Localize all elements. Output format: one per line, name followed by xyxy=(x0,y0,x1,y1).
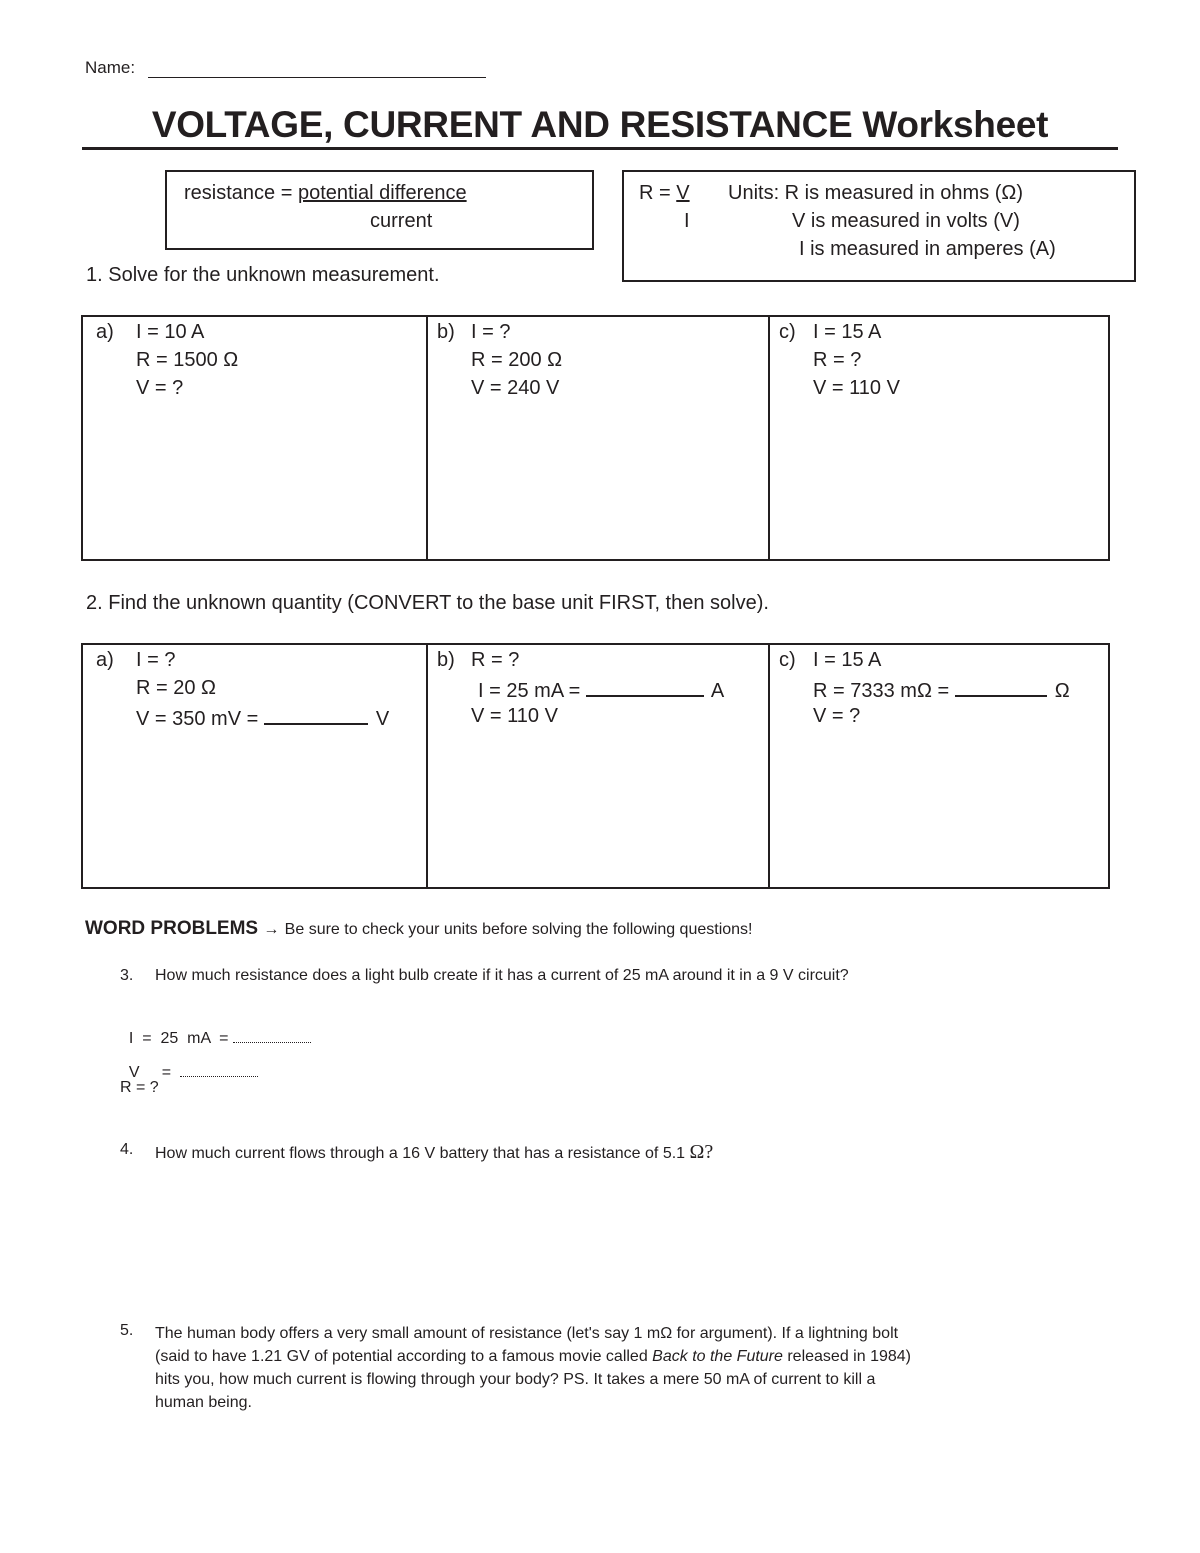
q3-given-resistance: R = ? xyxy=(120,1079,159,1096)
q1-cell-a[interactable] xyxy=(83,317,426,559)
units-line-v: V is measured in volts (V) xyxy=(792,210,1020,232)
q2-c-label: c) xyxy=(779,649,796,671)
q1-c-line3: V = 110 V xyxy=(813,377,900,399)
q2-a-line3-text: V = 350 mV = xyxy=(136,708,264,730)
formula-box xyxy=(165,170,594,250)
q1-b-line2: R = 200 Ω xyxy=(471,349,563,371)
q1-c-line2: R = ? xyxy=(813,349,862,371)
q2-c-line2 xyxy=(813,677,1070,703)
q2-c-line2-text: R = 7333 mΩ = xyxy=(813,680,955,702)
q5-line1: The human body offers a very small amount of resistance (let's say 1 mΩ for argument). If a lightning bolt xyxy=(155,1325,899,1342)
units-line-i: I is measured in amperes (A) xyxy=(799,238,1056,260)
q5-line4: human being. xyxy=(155,1394,252,1411)
q1-a-line3: V = ? xyxy=(136,377,184,399)
word-problems-title: WORD PROBLEMS xyxy=(85,918,259,939)
q1-a-label: a) xyxy=(96,321,114,343)
q2-b-line2 xyxy=(478,677,724,703)
q5-line2 xyxy=(155,1345,911,1368)
q2-c-line3: V = ? xyxy=(813,705,861,727)
q5-movie-title: Back to the Future xyxy=(652,1348,783,1365)
units-box xyxy=(622,170,1136,282)
ohms-law-numerator: V xyxy=(676,182,690,204)
units-line-r: Units: R is measured in ohms (Ω) xyxy=(728,182,1024,204)
q5-text xyxy=(155,1322,911,1414)
q2-c-line1: I = 15 A xyxy=(813,649,882,671)
formula-denominator: current xyxy=(370,210,433,232)
q2-c-unit: Ω xyxy=(1054,680,1070,702)
q1-heading: 1. Solve for the unknown measurement. xyxy=(86,264,440,286)
q5-line3: hits you, how much current is flowing through your body? PS. It takes a mere 50 mA of current to kill a xyxy=(155,1371,876,1388)
q2-b-line3: V = 110 V xyxy=(471,705,558,727)
formula-resistance xyxy=(184,182,467,205)
q1-cell-c[interactable] xyxy=(768,317,1108,559)
q5-line2-b: released in 1984) xyxy=(782,1348,911,1365)
q2-a-label: a) xyxy=(96,649,114,671)
q1-b-line3: V = 240 V xyxy=(471,377,560,399)
q2-b-answer-blank[interactable] xyxy=(586,677,704,697)
q2-cell-c[interactable] xyxy=(768,645,1108,887)
q2-a-line2: R = 20 Ω xyxy=(136,677,216,699)
q3-given-voltage xyxy=(120,1046,258,1082)
q2-b-unit: A xyxy=(710,680,725,702)
q5-line2-a: (said to have 1.21 GV of potential according to a famous movie called xyxy=(155,1348,653,1365)
q1-a-line2: R = 1500 Ω xyxy=(136,349,239,371)
q1-b-line1: I = ? xyxy=(471,321,511,343)
q3-voltage-blank[interactable] xyxy=(180,1064,258,1077)
page-title: VOLTAGE, CURRENT AND RESISTANCE Worksheet xyxy=(151,104,1049,145)
q2-a-line1: I = ? xyxy=(136,649,176,671)
title-rule xyxy=(82,147,1118,150)
q4-ohm-symbol: Ω? xyxy=(689,1141,714,1163)
q2-cell-a[interactable] xyxy=(83,645,426,887)
q2-a-line3 xyxy=(136,705,389,731)
q3-current-blank[interactable] xyxy=(233,1030,311,1043)
q1-c-label: c) xyxy=(779,321,796,343)
q3-given-current-text: I = 25 mA = xyxy=(128,1030,229,1047)
q2-a-unit: V xyxy=(375,708,390,730)
q2-heading: 2. Find the unknown quantity (CONVERT to the base unit FIRST, then solve). xyxy=(86,592,769,614)
ohms-law-lhs: R = xyxy=(639,182,677,204)
q1-b-label: b) xyxy=(437,321,455,343)
q1-c-line1: I = 15 A xyxy=(813,321,882,343)
q3-given-voltage-text: V = xyxy=(128,1064,172,1081)
q2-c-answer-blank[interactable] xyxy=(955,677,1047,697)
formula-numerator: potential difference xyxy=(297,182,467,204)
q5-number: 5. xyxy=(120,1322,134,1339)
name-field[interactable] xyxy=(148,77,486,78)
q4-text xyxy=(155,1141,713,1164)
q2-table xyxy=(81,643,1110,889)
formula-lhs: resistance = xyxy=(184,182,298,204)
q3-text: How much resistance does a light bulb create if it has a current of 25 mA around it in a 9 V circuit? xyxy=(155,967,849,984)
q2-b-line1: R = ? xyxy=(471,649,520,671)
q1-cell-b[interactable] xyxy=(426,317,768,559)
q2-b-label: b) xyxy=(437,649,455,671)
name-label: Name: xyxy=(85,58,136,77)
ohms-law-denominator: I xyxy=(684,210,690,232)
word-problems-instruction: Be sure to check your units before solving the following questions! xyxy=(284,921,753,938)
ohms-law-formula xyxy=(639,182,690,205)
q2-a-answer-blank[interactable] xyxy=(264,705,368,725)
q4-text-body: How much current flows through a 16 V battery that has a resistance of 5.1 xyxy=(155,1145,690,1162)
q3-given-current xyxy=(120,1012,311,1048)
arrow-icon: → xyxy=(263,921,280,938)
q2-b-line2-text: I = 25 mA = xyxy=(478,680,586,702)
q3-number: 3. xyxy=(120,967,134,984)
q2-cell-b[interactable] xyxy=(426,645,768,887)
word-problems-heading xyxy=(85,918,753,940)
q1-a-line1: I = 10 A xyxy=(136,321,205,343)
q4-number: 4. xyxy=(120,1141,134,1158)
q1-table xyxy=(81,315,1110,561)
